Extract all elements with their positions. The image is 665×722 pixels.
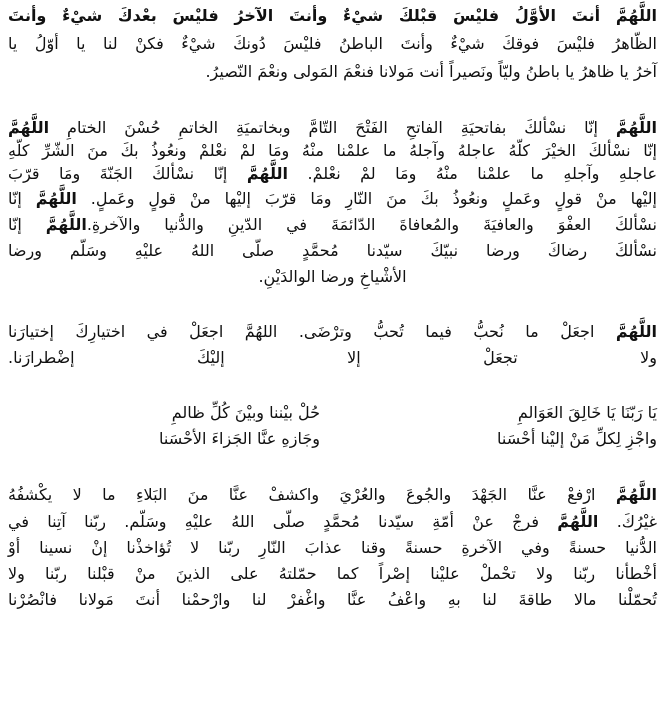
paragraph-1-line-2: الظّاهرُ فليْسَ فوقكَ شيْءٌ وأنتَ الباطنُ فليْسَ دُونكَ شيْءٌ فكنْ لنا يا أوّلُ يا [8, 34, 657, 53]
paragraph-2-line-3-text-2: إنّا نسْألكَ الجَنّةَ ومَا قرّبَ [8, 164, 247, 183]
paragraph-3-word: ولا [640, 348, 657, 367]
allahumma-bold: اللَّهُمَّ [615, 322, 657, 341]
paragraph-2-line-3 [8, 163, 657, 185]
paragraph-3-line-1-text: اجعَلْ ما نُحبُّ فيما تُحبُّ وترْضَى. اللهُمَّ اجعَلْ في اختيارِكَ إختيارَنا [8, 322, 616, 341]
paragraph-4-line-5: تُحمّلْنا مالا طاقةَ لنا بهِ واعْفُ عنَّا واغْفرْ لنا وارْحمْنا أنتَ مَولانا فانْصُرْنا [8, 590, 657, 609]
paragraph-2-line-7: الأشْياخِ ورضا الوالدَيْنِ. [258, 267, 407, 286]
paragraph-2-line-1-text: إنّا نسْألكَ بفاتحيَةِ الفاتحِ الفَتْحَ التّامَّ وبخاتميَةِ الخاتمِ حُسْنَ الختامِ [49, 118, 616, 137]
paragraph-2-line-3-text: عاجلهِ وآجلهِ ما علمْنا منْهُ ومَا لمْ نعْلمْ. [307, 164, 658, 183]
paragraph-3-line-1 [8, 321, 657, 343]
paragraph-4-line-2 [8, 511, 657, 533]
paragraph-1-line-1-text: اللَّهُمَّ أنتَ الأوَّلُ فليْسَ قبْلكَ شيْءٌ وأنتَ الآخرُ فليْسَ بعْدكَ شيْءٌ وأنتَ [8, 6, 657, 25]
paragraph-3-line-2 [8, 347, 657, 369]
paragraph-3-word: إضْطرارَنا. [8, 348, 75, 367]
allahumma-bold: اللَّهُمَّ [615, 485, 657, 504]
paragraph-1-line-1 [8, 5, 657, 27]
paragraph-3-word: تجعَلْ [483, 348, 518, 367]
paragraph-4-line-1-text: ارْفعْ عنَّا الجَهْدَ والجُوعَ والعُرْيَ واكشفْ عنَّا منَ البَلاءِ ما لا يكْشفُهُ [8, 485, 616, 504]
allahumma-bold: اللَّهُمَّ [246, 164, 288, 183]
paragraph-4-line-3: الدُّنيا حسنةً وفي الآخرةِ حسنةً وقنا عذابَ النّارِ ربّنا لا تُؤاخذْنا إنْ نسينا أوْ [8, 538, 657, 557]
paragraph-3-word: إليْكَ [197, 348, 225, 367]
paragraph-2-line-1 [8, 117, 657, 139]
allahumma-bold: اللَّهُمَّ [35, 189, 77, 208]
poem-verse-1-right: يَا رَبّنَا يَا خَالِقَ العَوَالمِ [517, 403, 657, 422]
paragraph-4-line-4: أخْطأنا ربّنا ولا تحْملْ عليْنا إصْراً كما حمّلتهُ على الذينَ منْ قبْلنا ربّنا ولا [8, 564, 657, 583]
paragraph-2-line-5-text: نسْألكَ العفْوَ والعافيَةَ والمُعافاةَ الدّائمَةَ في الدّينِ والدُّنيا والآخرةِ. [86, 215, 657, 234]
paragraph-2-line-2: إنّا نسْألكَ الخيْرَ كلّهُ عاجلهُ وآجلهُ ما علمْنا منْهُ ومَا لمْ نعْلمْ ونعُوذُ بكَ منَ الشّرِّ كلّهِ [8, 141, 657, 160]
poem-verse-2-left: وجَازهِ عنَّا الجَزاءَ الأحْسَنا [159, 429, 320, 448]
paragraph-2-line-5-text-2: إنّا [8, 215, 46, 234]
paragraph-2-line-5 [8, 214, 657, 236]
paragraph-2-line-4-text: إليْها منْ قولٍ وعَملٍ ونعُوذُ بكَ منَ النّارِ ومَا قرّبَ إليْها منْ قولٍ وعَملٍ. [76, 189, 657, 208]
paragraph-2-line-6: نسْألكَ رضاكَ ورضا نبيّكَ سيّدنا مُحمَّدٍ صلّى اللهُ عليْهِ وسَلّم ورضا [8, 241, 657, 260]
poem-verse-2-right: واجْزِ لِكلِّ مَنْ إليْنا أحْسَنا [497, 429, 657, 448]
paragraph-3-word: إلا [347, 348, 361, 367]
allahumma-bold: اللَّهُمَّ [8, 118, 50, 137]
poem-verse-1-left: حُلْ بيْننا وبيْنَ كُلِّ ظالمِ [171, 403, 320, 422]
paragraph-1-line-3: آخرُ يا ظاهرُ يا باطنُ وليّاً ونَصيراً أنت مَولانا فنعْمَ المَولى ونعْمَ النّصيرُ. [205, 62, 657, 81]
paragraph-2-line-4-text-2: إنّا [8, 189, 36, 208]
allahumma-bold: اللَّهُمَّ [557, 512, 599, 531]
paragraph-4-line-2-text: غيْرُكَ. [598, 512, 657, 531]
paragraph-4-line-2-text-2: فرجْ عنْ أمّةِ سيّدنا مُحمَّدٍ صلّى اللهُ عليْهِ وسَلّم. ربّنا آتِنا في [8, 512, 558, 531]
paragraph-2-line-4 [8, 188, 657, 210]
allahumma-bold: اللَّهُمَّ [45, 215, 87, 234]
allahumma-bold: اللَّهُمَّ [615, 118, 657, 137]
paragraph-4-line-1 [8, 484, 657, 506]
